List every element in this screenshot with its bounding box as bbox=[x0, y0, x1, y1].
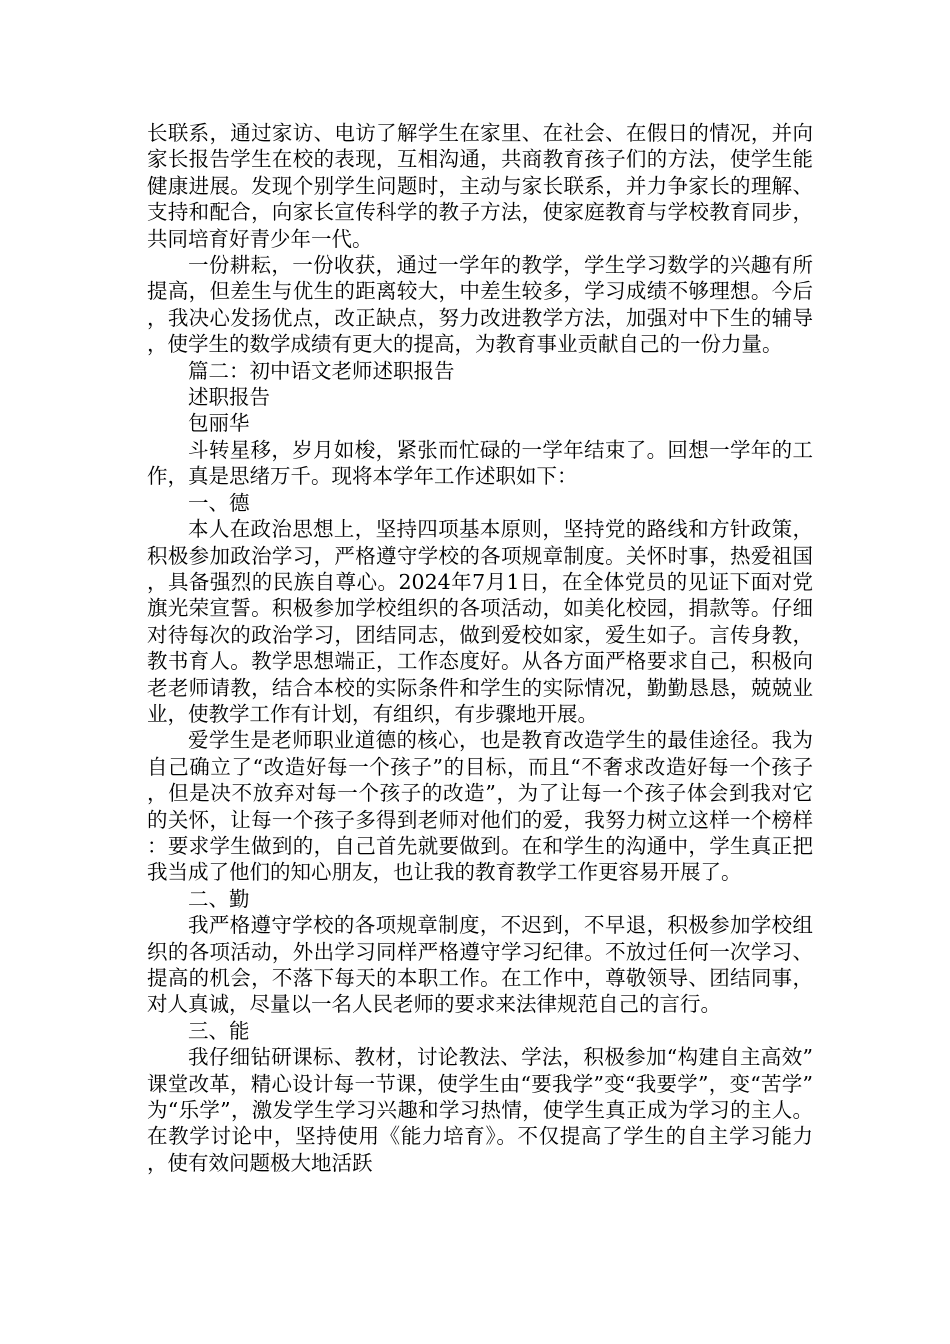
paragraph-love-students: 爱学生是老师职业道德的核心，也是教育改造学生的最佳途径。我为自己确立了“改造好每一个孩子”的目标，而且“不奢求改造好每一个孩子，但是决不放弃对每一个孩子的改造”，为了让每一个孩子体会到我对它的关怀，让每一个孩子多得到老师对他们的爱，我努力树立这样一个榜样：要求学生做到的，自己首先就要做到。在和学生的沟通中，学生真正把我当成了他们的知心朋友，也让我的教育教学工作更容易开展了。 bbox=[147, 728, 813, 885]
paragraph-morality: 本人在政治思想上，坚持四项基本原则，坚持党的路线和方针政策，积极参加政治学习，严格遵守学校的各项规章制度。关怀时事，热爱祖国，具备强烈的民族自尊心。2024年7月1日，在全体党员的见证下面对党旗光荣宣誓。积极参加学校组织的各项活动，如美化校园，捐款等。仔细对待每次的政治学习，团结同志，做到爱校如家，爱生如子。言传身教，教书育人。教学思想端正，工作态度好。从各方面严格要求自己，积极向老老师请教，结合本校的实际条件和学生的实际情况，勤勤恳恳，兢兢业业，使教学工作有计划，有组织，有步骤地开展。 bbox=[147, 517, 813, 726]
report-title: 述职报告 bbox=[188, 385, 270, 410]
paragraph-parent-contact: 长联系，通过家访、电访了解学生在家里、在社会、在假日的情况，并向家长报告学生在校的表现，互相沟通，共商教育孩子们的方法，使学生能健康进展。发现个别学生问题时，主动与家长联系，并力争家长的理解、支持和配合，向家长宣传科学的教子方法，使家庭教育与学校教育同步，共同培育好青少年一代。 bbox=[147, 121, 813, 251]
heading-morality: 一、德 bbox=[188, 490, 250, 515]
paragraph-harvest: 一份耕耘，一份收获，通过一学年的教学，学生学习数学的兴趣有所提高，但差生与优生的距离较大，中差生较多，学习成绩不够理想。今后，我决心发扬优点，改正缺点，努力改进教学方法，加强对中下生的辅导，使学生的数学成绩有更大的提高，为教育事业贡献自己的一份力量。 bbox=[147, 253, 813, 357]
paragraph-ability: 我仔细钻研课标、教材，讨论教法、学法，积极参加“构建自主高效”课堂改革，精心设计每一节课，使学生由“要我学”变“我要学”，变“苦学”为“乐学”，激发学生学习兴趣和学习热情，使学生真正成为学习的主人。在教学讨论中，坚持使用《能力培育》。不仅提高了学生的自主学习能力，使有效问题极大地活跃 bbox=[147, 1045, 813, 1175]
heading-diligence: 二、勤 bbox=[188, 886, 250, 911]
document-page bbox=[147, 120, 813, 1176]
paragraph-intro: 斗转星移，岁月如梭，紧张而忙碌的一学年结束了。回想一学年的工作，真是思绪万千。现将本学年工作述职如下： bbox=[147, 437, 813, 489]
section-heading-part-two: 篇二：初中语文老师述职报告 bbox=[188, 358, 455, 383]
author-name: 包丽华 bbox=[188, 411, 250, 436]
paragraph-diligence: 我严格遵守学校的各项规章制度，不迟到，不早退，积极参加学校组织的各项活动，外出学习同样严格遵守学习纪律。不放过任何一次学习、提高的机会，不落下每天的本职工作。在工作中，尊敬领导、团结同事，对人真诚，尽量以一名人民老师的要求来法律规范自己的言行。 bbox=[147, 913, 813, 1017]
heading-ability: 三、能 bbox=[188, 1018, 250, 1043]
